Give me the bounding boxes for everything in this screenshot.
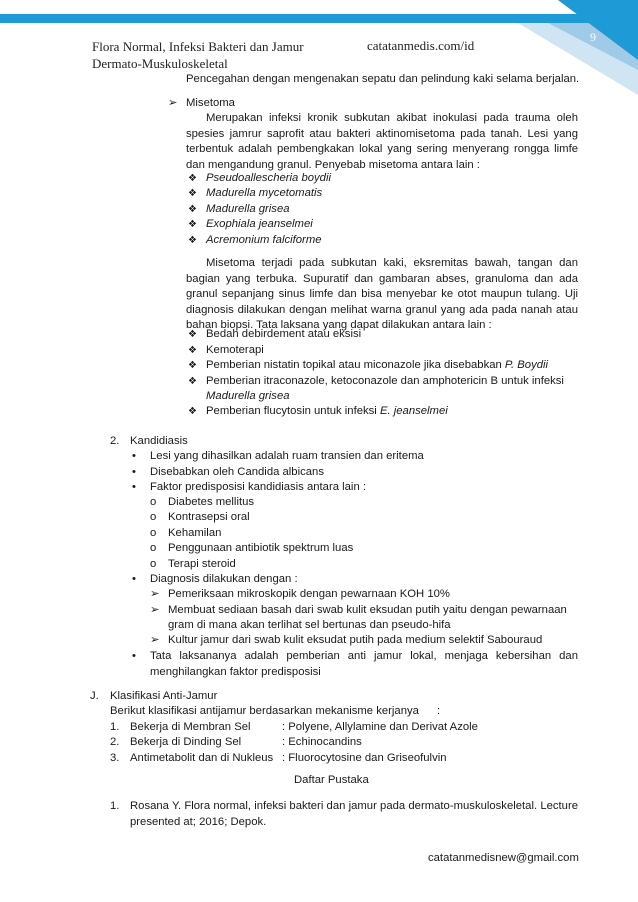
dot-bullet: •	[132, 450, 136, 462]
treatment-item: Pemberian nistatin topikal atau miconazole jika disebabkan P. Boydii	[206, 359, 549, 371]
factor-item: Penggunaan antibiotik spektrum luas	[168, 542, 354, 554]
class-drugs: : Echinocandins	[282, 736, 362, 748]
treatment-item: Kemoterapi	[206, 344, 264, 356]
diamond-bullet-icon: ❖	[188, 173, 197, 184]
running-title: Flora Normal, Infeksi Bakteri dan Jamur Dermato-Muskuloskeletal	[92, 39, 304, 71]
dot-bullet: •	[132, 650, 136, 662]
klasifikasi-intro: Berikut klasifikasi antijamur berdasarkan mekanisme kerjanya	[110, 705, 419, 717]
arrow-bullet: ➢	[150, 588, 160, 600]
misetoma-heading: Misetoma	[186, 97, 235, 109]
diamond-bullet-icon: ❖	[188, 406, 197, 417]
class-number: 2.	[110, 736, 120, 748]
diamond-bullet-icon: ❖	[188, 204, 197, 215]
kandidiasis-point: Lesi yang dihasilkan adalah ruam transien dan eritema	[150, 450, 424, 462]
section-number: 2.	[110, 435, 120, 447]
factor-item: Diabetes mellitus	[168, 496, 255, 508]
misetoma-pathology: Misetoma terjadi pada subkutan kaki, eksremitas bawah, tangan dan bagian yang terbuka. Supuratif dan gambaran abses, granuloma dan ada granul sepanjang sinus limfe dan bisa menyebar ke otot maupun tulang. Uji diagnosis dilakukan dengan melihat warna granul yang ada pada nanah atau bahan biopsi. Tata laksana yang dapat dilakukan antara lain :	[186, 257, 578, 331]
class-number: 3.	[110, 752, 120, 764]
section-letter: J.	[90, 690, 99, 702]
diagnosis-item: Pemeriksaan mikroskopik dengan pewarnaan KOH 10%	[168, 588, 450, 600]
treatment-item-cont: Madurella grisea	[206, 390, 290, 402]
class-name: Bekerja di Membran Sel	[130, 721, 251, 733]
factor-item: Kontrasepsi oral	[168, 511, 250, 523]
dot-bullet: •	[132, 573, 136, 585]
references-heading: Daftar Pustaka	[294, 774, 369, 786]
diagnosis-item: Kultur jamur dari swab kulit eksudat putih pada medium selektif Sabouraud	[168, 634, 543, 646]
cause-item: Madurella mycetomatis	[206, 187, 323, 199]
site-url: catatanmedis.com/id	[367, 38, 475, 53]
diamond-bullet-icon: ❖	[188, 235, 197, 246]
footer-email[interactable]: catatanmedisnew@gmail.com	[428, 852, 579, 864]
circle-bullet: o	[150, 496, 157, 508]
class-number: 1.	[110, 721, 120, 733]
diamond-bullet-icon: ❖	[188, 376, 197, 387]
reference-number: 1.	[110, 800, 120, 812]
circle-bullet: o	[150, 558, 157, 570]
diamond-bullet-icon: ❖	[188, 329, 197, 340]
kandidiasis-heading: Kandidiasis	[130, 435, 188, 447]
kandidiasis-point: Faktor predisposisi kandidiasis antara lain :	[150, 481, 367, 493]
diamond-bullet-icon: ❖	[188, 219, 197, 230]
treatment-item: Bedah debirdement atau eksisi	[206, 328, 362, 340]
arrow-bullet: ➢	[150, 604, 160, 616]
circle-bullet: o	[150, 511, 157, 523]
kandidiasis-point: Diagnosis dilakukan dengan :	[150, 573, 298, 585]
circle-bullet: o	[150, 542, 157, 554]
treatment-item: Pemberian flucytosin untuk infeksi E. jeanselmei	[206, 405, 448, 417]
class-drugs: : Fluorocytosine dan Griseofulvin	[282, 752, 447, 764]
diagnosis-item-cont: gram di mana akan terlihat sel bertunas dan pseudo-hifa	[168, 619, 451, 631]
cause-item: Madurella grisea	[206, 203, 290, 215]
arrow-bullet: ➢	[150, 634, 160, 646]
arrow-bullet: ➢	[168, 97, 178, 109]
misetoma-description: Merupakan infeksi kronik subkutan akibat inokulasi pada trauma oleh spesies jamrur saprofit atau bakteri aktinomisetoma pada tanah. Lesi yang terbentuk adalah pembengkakan lokal yang sering menyerang rongga limfe dan mengandung granul. Penyebab misetoma antara lain :	[186, 112, 578, 171]
klasifikasi-heading: Klasifikasi Anti-Jamur	[110, 690, 218, 702]
diamond-bullet-icon: ❖	[188, 360, 197, 371]
page-number: 9	[590, 30, 596, 44]
factor-item: Terapi steroid	[168, 558, 236, 570]
reference-entry: Rosana Y. Flora normal, infeksi bakteri dan jamur pada dermato-muskuloskeletal. Lecture presented at; 2016; Depok.	[130, 800, 578, 828]
factor-item: Kehamilan	[168, 527, 222, 539]
cause-item: Pseudoallescheria boydii	[206, 172, 331, 184]
class-name: Antimetabolit dan di Nukleus	[130, 752, 274, 764]
klasifikasi-intro-colon: :	[437, 705, 441, 717]
diamond-bullet-icon: ❖	[188, 188, 197, 199]
kandidiasis-point: Disebabkan oleh Candida albicans	[150, 466, 324, 478]
cause-item: Exophiala jeanselmei	[206, 218, 313, 230]
class-drugs: : Polyene, Allylamine dan Derivat Azole	[282, 721, 478, 733]
continued-line: Pencegahan dengan mengenakan sepatu dan pelindung kaki selama berjalan.	[186, 73, 580, 85]
treatment-item: Pemberian itraconazole, ketoconazole dan amphotericin B untuk infeksi	[206, 375, 564, 387]
cause-item: Acremonium falciforme	[206, 234, 322, 246]
dot-bullet: •	[132, 481, 136, 493]
diagnosis-item: Membuat sediaan basah dari swab kulit eksudan putih yaitu dengan pewarnaan	[168, 604, 567, 616]
diamond-bullet-icon: ❖	[188, 345, 197, 356]
dot-bullet: •	[132, 466, 136, 478]
circle-bullet: o	[150, 527, 157, 539]
class-name: Bekerja di Dinding Sel	[130, 736, 242, 748]
kandidiasis-point: Tata laksananya adalah pemberian anti jamur lokal, menjaga kebersihan dan menghilangkan faktor predisposisi	[150, 650, 578, 678]
